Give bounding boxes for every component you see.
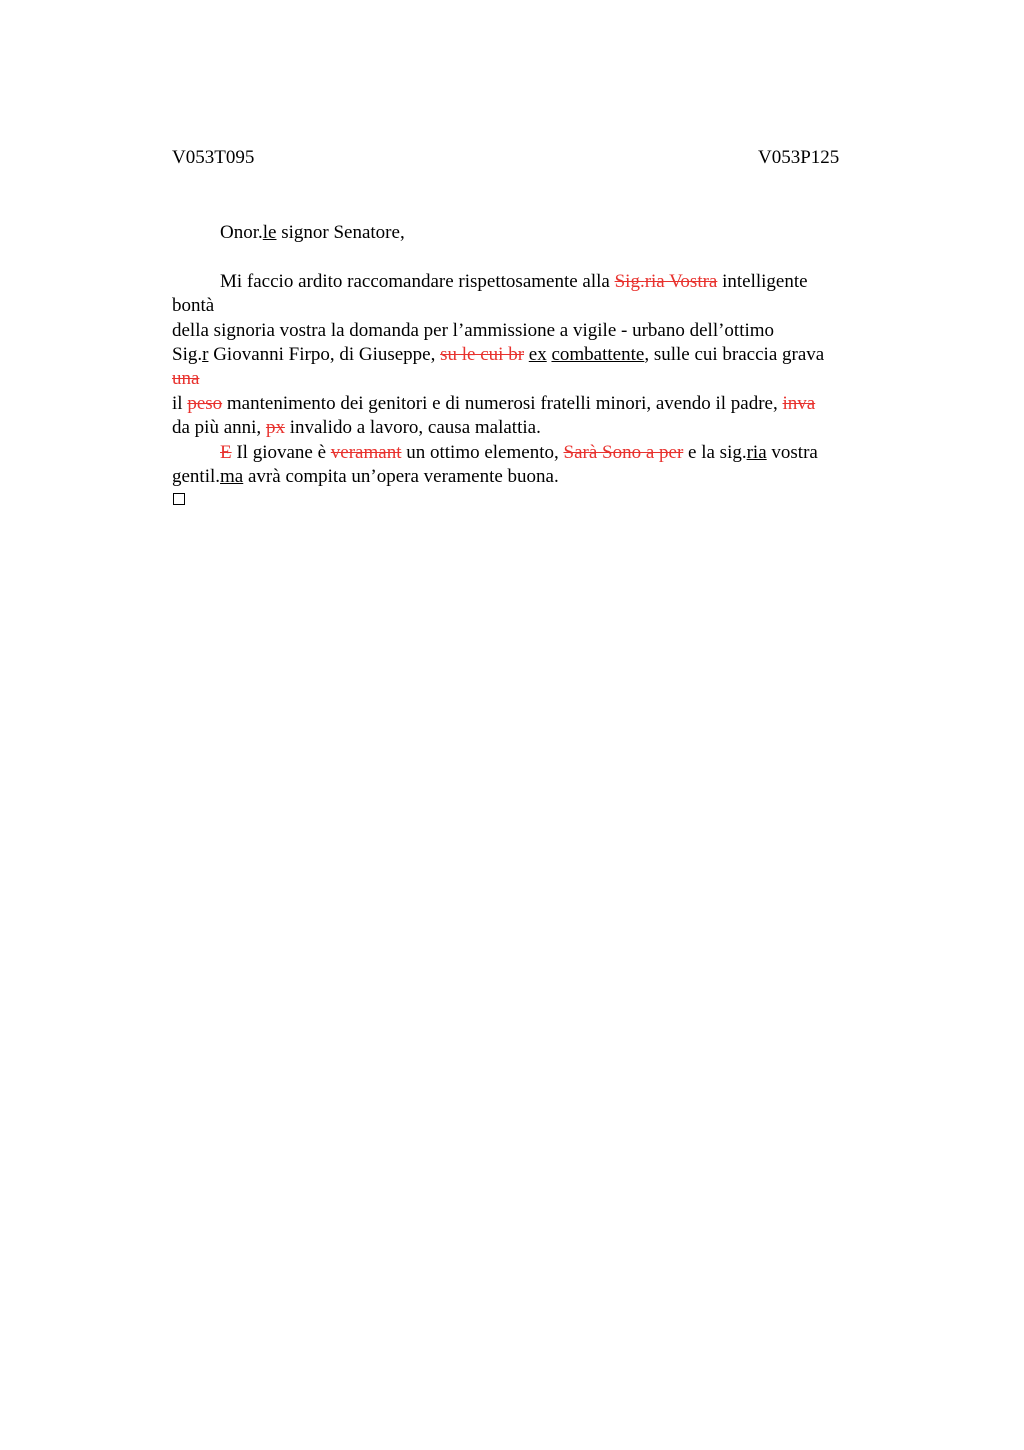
deleted-text: inva bbox=[782, 393, 816, 414]
deleted-text: una bbox=[172, 368, 200, 389]
body-line-6 bbox=[172, 393, 815, 415]
deleted-text: Sig. bbox=[614, 271, 645, 292]
body-text: Il giovane è bbox=[231, 442, 331, 463]
body-text: invalido a lavoro, causa malattia. bbox=[284, 417, 541, 438]
body-line-2 bbox=[172, 295, 214, 317]
salutation-line bbox=[220, 222, 405, 244]
body-text: avrà compita un’opera veramente buona. bbox=[243, 466, 559, 487]
body-text: , sulle cui braccia grava bbox=[644, 344, 825, 365]
deleted-text: veramant bbox=[330, 442, 402, 463]
deleted-text: px bbox=[265, 417, 285, 438]
underlined-abbrev: r bbox=[202, 344, 209, 365]
body-text: e la sig. bbox=[683, 442, 747, 463]
salutation-text: Onor. bbox=[220, 222, 263, 243]
deleted-text: su le cui br bbox=[440, 344, 525, 365]
body-text: intelligente bbox=[717, 271, 808, 292]
body-line-4 bbox=[172, 344, 824, 366]
underlined-text: ex bbox=[528, 344, 547, 365]
document-code-right: V053P125 bbox=[758, 147, 840, 168]
underlined-text: combattente bbox=[551, 344, 645, 365]
body-line-3 bbox=[172, 320, 774, 342]
deleted-text: E bbox=[220, 442, 232, 463]
salutation-text: signor Senatore, bbox=[276, 222, 405, 243]
document-code-left: V053T095 bbox=[172, 147, 255, 168]
underlined-abbrev: ma bbox=[220, 466, 244, 487]
body-line-8 bbox=[220, 442, 818, 464]
body-text: Giovanni Firpo, di Giuseppe, bbox=[208, 344, 441, 365]
body-text: della signoria vostra la domanda per l’ammissione a vigile - urbano dell’ottimo bbox=[172, 320, 775, 341]
underlined-abbrev: ria bbox=[746, 442, 767, 463]
empty-checkbox-icon bbox=[173, 493, 185, 505]
body-text: gentil. bbox=[172, 466, 221, 487]
body-text: da più anni, bbox=[172, 417, 266, 438]
body-line-1 bbox=[220, 271, 808, 293]
body-text: Sig. bbox=[172, 344, 203, 365]
deleted-text: ria Vostra bbox=[644, 271, 718, 292]
body-text: vostra bbox=[766, 442, 818, 463]
body-text: un ottimo elemento, bbox=[401, 442, 564, 463]
body-text: mantenimento dei genitori e di numerosi fratelli minori, avendo il padre, bbox=[222, 393, 783, 414]
deleted-text: peso bbox=[187, 393, 223, 414]
deleted-text: Sarà Sono a per bbox=[563, 442, 684, 463]
body-line-5 bbox=[172, 368, 199, 390]
underlined-abbrev: le bbox=[262, 222, 277, 243]
body-text: bontà bbox=[172, 295, 215, 316]
body-text: Mi faccio ardito raccomandare rispettosamente alla bbox=[220, 271, 615, 292]
body-line-7 bbox=[172, 417, 541, 439]
body-line-9 bbox=[172, 466, 559, 488]
body-text: il bbox=[172, 393, 188, 414]
